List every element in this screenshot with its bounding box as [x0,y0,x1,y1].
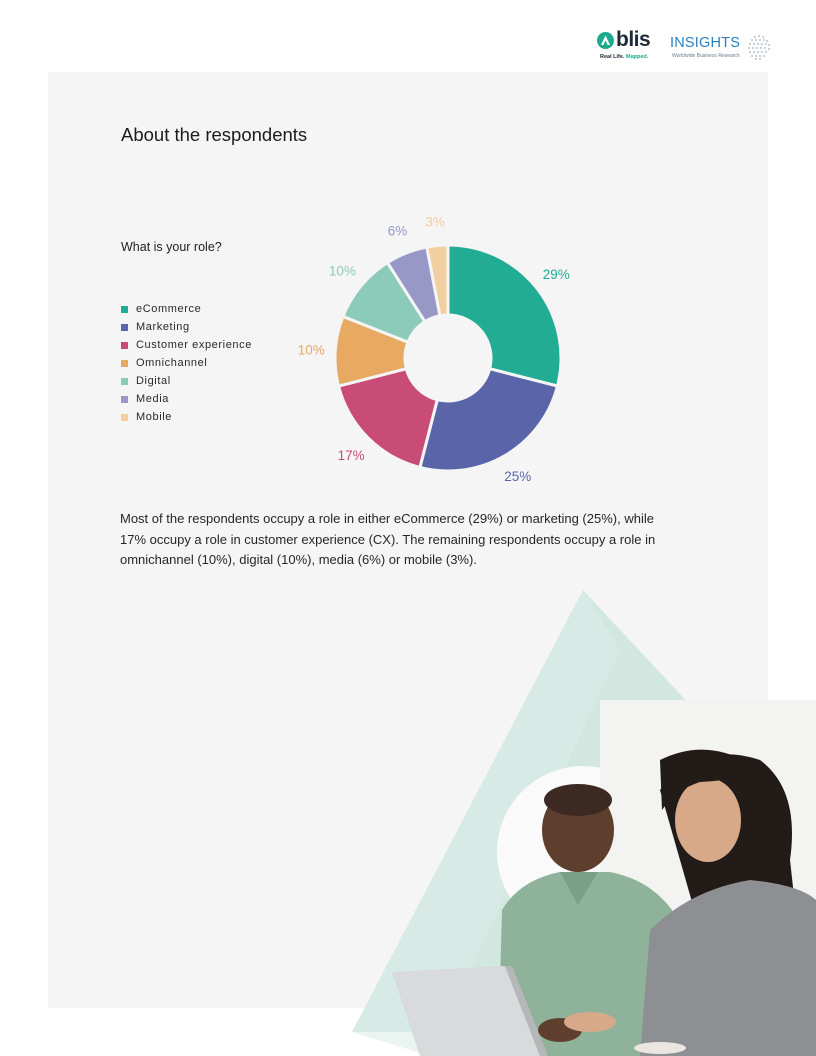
blis-tagline-highlight: Mapped. [625,54,649,60]
data-label: 25% [504,468,532,484]
data-label: 29% [542,267,570,283]
legend-label: Mobile [136,411,173,423]
data-label: 17% [337,447,365,463]
insights-wordmark: INSIGHTS [670,35,741,51]
blis-wordmark: blis [616,28,651,51]
chart-question: What is your role? [121,240,222,254]
data-label: 6% [387,223,408,239]
legend-label: Media [136,393,169,405]
blis-tagline-part: Real Life. [600,54,626,60]
data-label: 10% [328,263,356,279]
legend-label: eCommerce [136,303,202,315]
legend-label: Omnichannel [136,357,208,369]
summary-paragraph: Most of the respondents occupy a role in either eCommerce (29%) or marketing (25%), while 17% occupy a role in customer experience (CX). The remaining respondents occupy a role in omnichannel (10%), digital (10%), media (6%) or mobile (3%). [120,511,656,567]
donut-slice [420,369,558,471]
legend-label: Digital [136,375,171,387]
data-label: 10% [297,342,325,358]
donut-chart [0,0,816,520]
section-title: About the respondents [121,124,308,145]
insights-subtitle: Worldwide Business Research [672,53,740,59]
data-label: 3% [425,214,445,230]
legend-label: Marketing [136,321,190,333]
legend-label: Customer experience [136,339,252,351]
